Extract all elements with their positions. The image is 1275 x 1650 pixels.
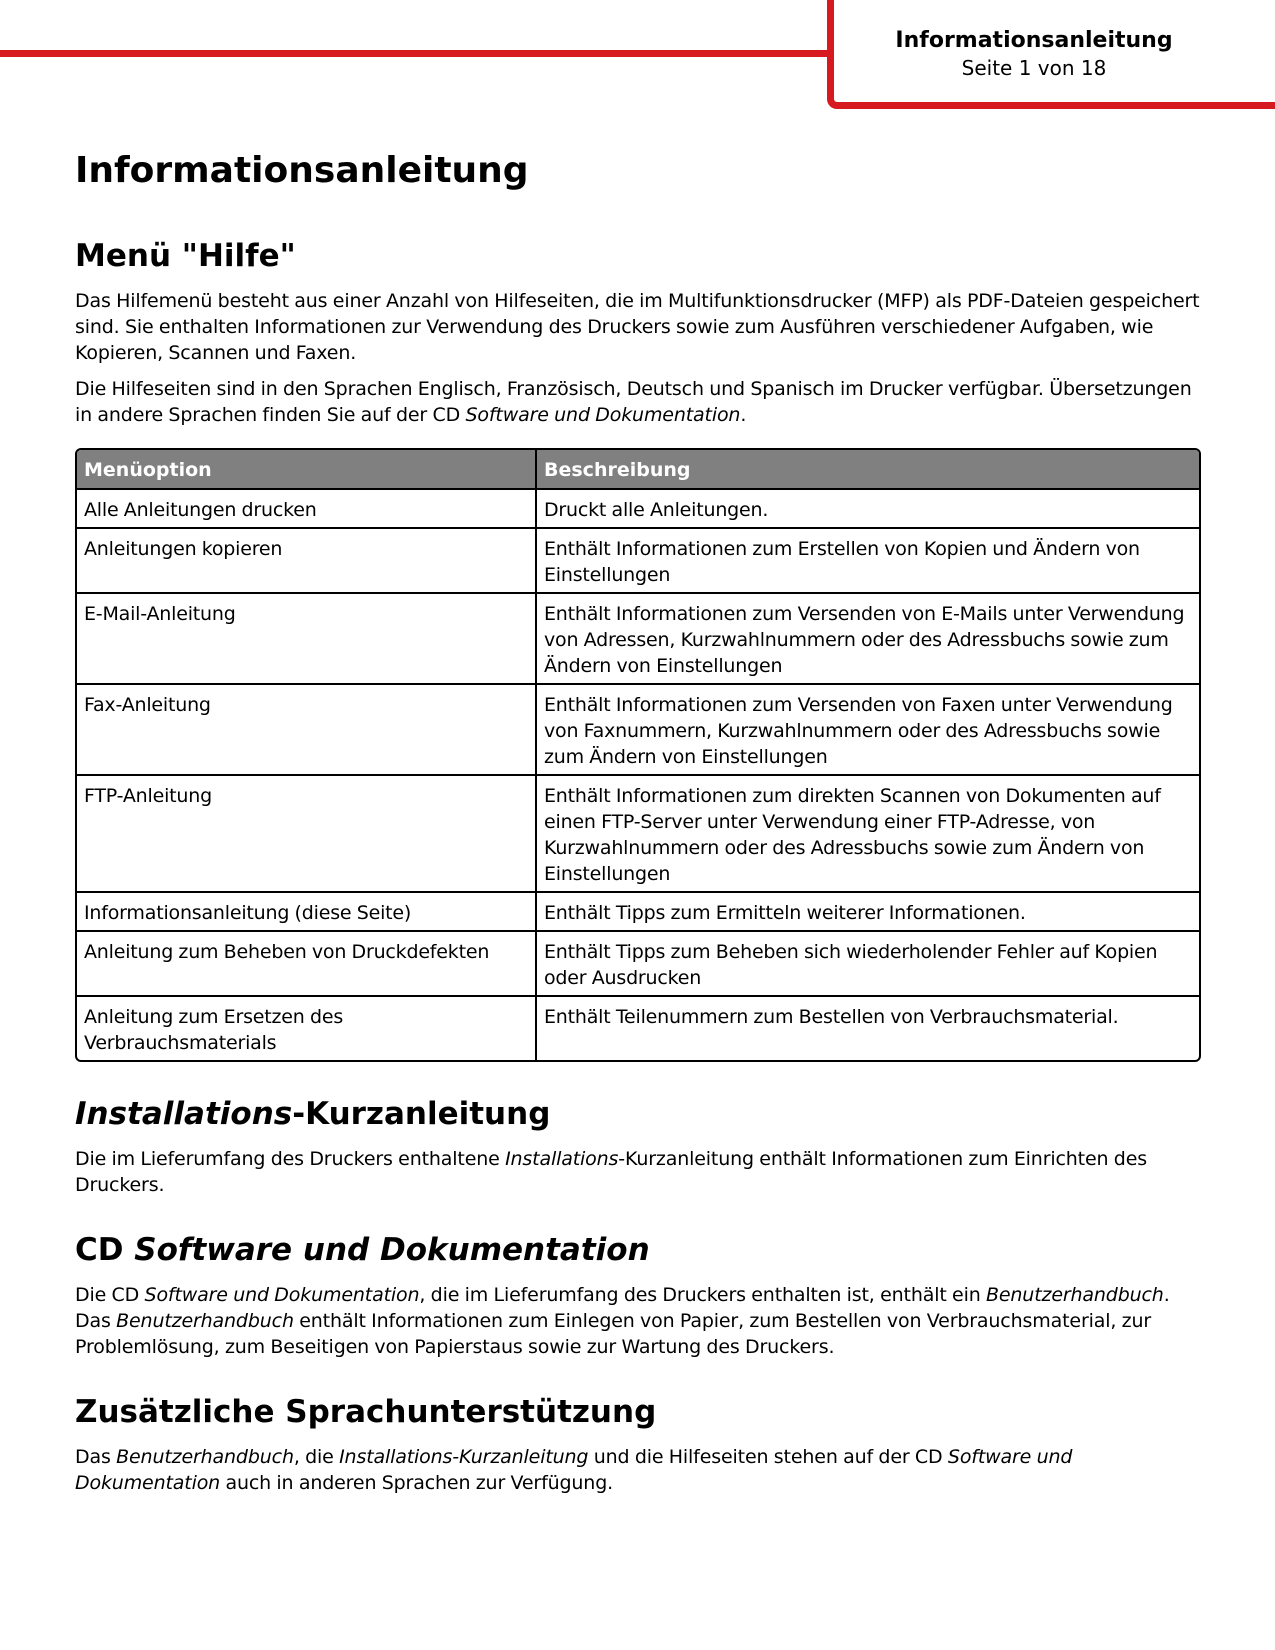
description-cell: Enthält Tipps zum Beheben sich wiederholender Fehler auf Kopien oder Ausdrucken [537,930,1199,995]
cd-heading: CD Software und Dokumentation [75,1232,650,1268]
header-rule [0,50,834,57]
page-number: Seite 1 von 18 [961,56,1107,80]
option-cell: Informationsanleitung (diese Seite) [77,891,537,930]
option-cell: Anleitung zum Beheben von Druckdefekten [77,930,537,995]
table-row [77,527,1199,592]
setup-guide-heading: Installations-Kurzanleitung [75,1096,551,1132]
description-cell: Enthält Informationen zum Erstellen von Kopien und Ändern von Einstellungen [537,527,1199,592]
description-cell: Enthält Informationen zum Versenden von E-Mails unter Verwendung von Adressen, Kurzwahlnummern oder des Adressbuchs sowie zum Ändern von Einstellungen [537,592,1199,683]
description-cell: Enthält Tipps zum Ermitteln weiterer Informationen. [537,891,1199,930]
column-header-description: Beschreibung [537,450,1199,488]
cd-paragraph: Die CD Software und Dokumentation, die im Lieferumfang des Druckers enthalten ist, enthält ein Benutzerhandbuch. Das Benutzerhandbuch enthält Informationen zum Einlegen von Papier, zum Bestellen von Verbrauchsmaterial, zur Problemlösung, zum Beseitigen von Papierstaus sowie zur Wartung des Druckers. [75,1284,1170,1358]
running-header-title: Informationsanleitung [895,28,1173,53]
page-content [75,148,1205,1506]
help-menu-heading: Menü "Hilfe" [75,238,296,274]
description-cell: Enthält Informationen zum direkten Scannen von Dokumenten auf einen FTP-Server unter Verwendung einer FTP-Adresse, von Kurzwahlnummern oder des Adressbuchs sowie zum Ändern von Einstellungen [537,774,1199,891]
table-row [77,488,1199,527]
table-row [77,774,1199,891]
description-cell: Druckt alle Anleitungen. [537,488,1199,527]
description-cell: Enthält Informationen zum Versenden von Faxen unter Verwendung von Faxnummern, Kurzwahlnummern oder des Adressbuchs sowie zum Ändern von Einstellungen [537,683,1199,774]
language-support-paragraph: Das Benutzerhandbuch, die Installations-Kurzanleitung und die Hilfeseiten stehen auf der CD Software und Dokumentation auch in anderen Sprachen zur Verfügung. [75,1446,1073,1494]
table-row [77,592,1199,683]
table-row [77,930,1199,995]
table-row [77,995,1199,1060]
option-cell: Anleitung zum Ersetzen des Verbrauchsmaterials [77,995,537,1060]
table-header-row [77,450,1199,488]
page-title: Informationsanleitung [75,150,529,191]
menu-options-table [75,448,1201,1062]
table-row [77,683,1199,774]
setup-guide-paragraph: Die im Lieferumfang des Druckers enthaltene Installations-Kurzanleitung enthält Informationen zum Einrichten des Druckers. [75,1148,1148,1196]
help-menu-paragraph-2: Die Hilfeseiten sind in den Sprachen Englisch, Französisch, Deutsch und Spanisch im Drucker verfügbar. Übersetzungen in andere Sprachen finden Sie auf der CD Software und Dokumentation. [75,378,1192,426]
option-cell: Fax-Anleitung [77,683,537,774]
option-cell: Alle Anleitungen drucken [77,488,537,527]
help-menu-paragraph-1: Das Hilfemenü besteht aus einer Anzahl von Hilfeseiten, die im Multifunktionsdrucker (MFP) als PDF-Dateien gespeichert sind. Sie enthalten Informationen zur Verwendung des Druckers sowie zum Ausführen verschiedener Aufgaben, wie Kopieren, Scannen und Faxen. [75,290,1200,364]
option-cell: FTP-Anleitung [77,774,537,891]
language-support-heading: Zusätzliche Sprachunterstützung [75,1394,657,1430]
option-cell: E-Mail-Anleitung [77,592,537,683]
column-header-option: Menüoption [77,450,537,488]
table-row [77,891,1199,930]
option-cell: Anleitungen kopieren [77,527,537,592]
description-cell: Enthält Teilenummern zum Bestellen von Verbrauchsmaterial. [537,995,1199,1060]
